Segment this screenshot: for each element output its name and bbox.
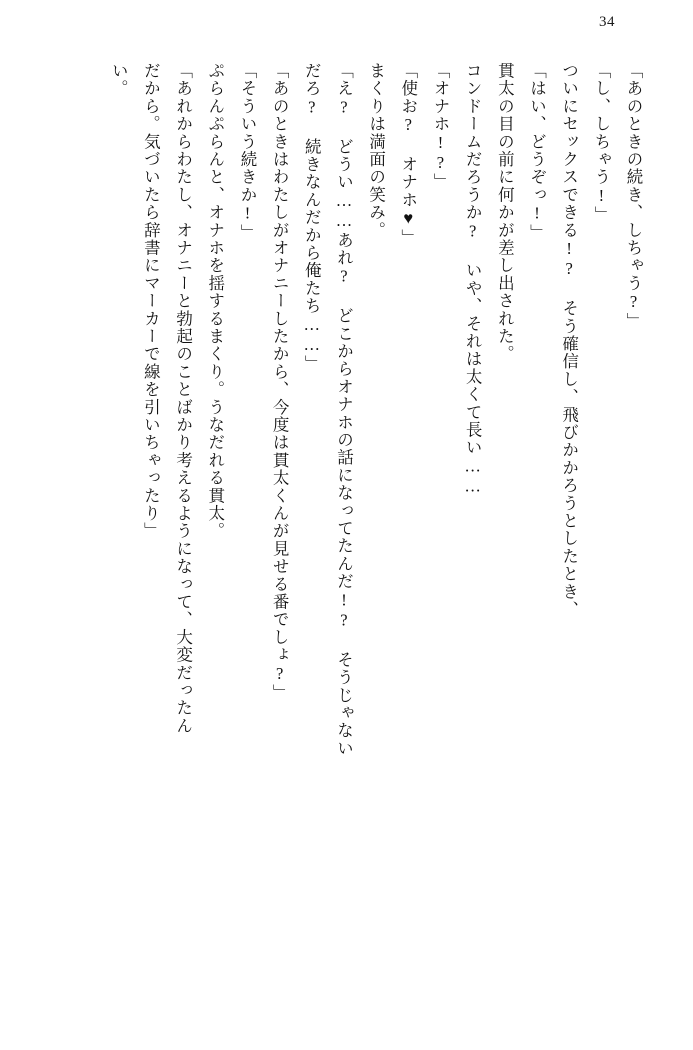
text-line: 「そういう続きか!」 (237, 62, 257, 242)
text-line: 「え? どうい……あれ? どこからオナホの話になってたんだ!? そうじゃない (334, 62, 354, 758)
text-line: 「あれからわたし、オナニーと勃起のことばかり考えるようになって、大変だったん (173, 62, 193, 735)
text-line: ついにセックスできる!? そう確信し、飛びかかろうとしたとき、 (559, 62, 579, 619)
text-line: 「はい、どうぞっ!」 (527, 62, 547, 242)
text-line: 「し、しちゃう!」 (591, 62, 611, 224)
text-line: い。 (109, 62, 129, 98)
body-text (49, 62, 649, 1002)
text-line: まくりは満面の笑み。 (366, 62, 386, 239)
text-line: 「あのときの続き、しちゃう?」 (624, 62, 643, 330)
text-line: ぷらんぷらんと、オナホを揺するまくり。うなだれる貫太。 (205, 62, 225, 540)
text-line: 貫太の目の前に何かが差し出された。 (495, 62, 515, 363)
text-line: コンドームだろうか? いや、それは太くて長い…… (463, 62, 483, 497)
text-line: だから。気づいたら辞書にマーカーで線を引いちゃったり」 (141, 62, 161, 540)
text-line: 「あのときはわたしがオナニーしたから、今度は貫太くんが見せる番でしょ?」 (270, 62, 290, 702)
page-number: 34 (599, 14, 615, 30)
text-line: 「使お? オナホ♥」 (398, 62, 418, 247)
text-line: だろ? 続きなんだから俺たち……」 (302, 62, 322, 373)
text-line: 「オナホ!?」 (430, 62, 450, 191)
